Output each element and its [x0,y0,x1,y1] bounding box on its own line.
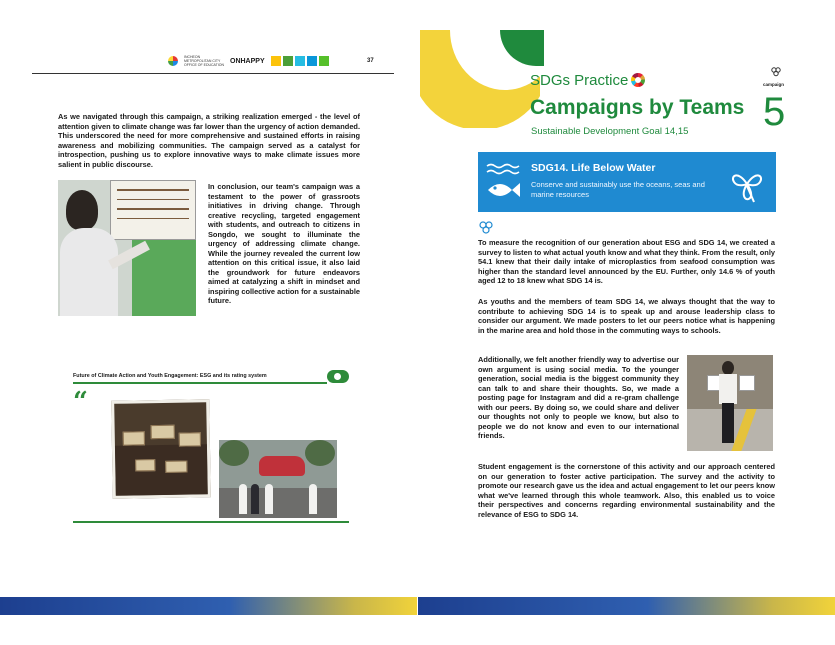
sdg-goal-icon [283,56,293,66]
caption-underline [73,382,327,384]
sdg14-banner [478,152,776,212]
protest-sign [165,461,187,473]
sdg-goal-icon [319,56,329,66]
left-page [0,0,417,645]
student-figure [265,484,273,514]
clover-icon [770,66,782,81]
road [219,488,337,518]
office-name: INCHEON METROPOLITAN CITY OFFICE OF EDUCATION [184,55,224,67]
sdg-goal-icon [307,56,317,66]
student-posters-photo [687,355,773,451]
clover-outline-icon [724,164,770,204]
right-paragraph-3: Additionally, we felt another friendly way to advertise our own argument is using social media. To the younger generation, social media is the biggest community they can talk to and share their thoughts. So, we made a posting page for Instagram and did a re-gram challenge with our peers. By doing so, we could share and deliver our thoughts not only to people we know, but also to people we do not know and even to our international friends. [478,355,679,440]
fish-icon [484,160,522,206]
protest-sign [135,459,155,471]
sdg-wheel-icon [631,73,645,87]
protest-sign [179,432,201,446]
left-paragraph-2: In conclusion, our team's campaign was a testament to the power of grassroots initiatives in driving change. Through creative recycling, targeted engagement with students, and outreach to citizens in Songdo, we sought to illuminate the urgency of addressing climate change. While the journey revealed the current low attention on this critical issue, it also laid the groundwork for future endeavors aimed at catalyzing a shift in mindset and inspiring collective action for a sustainable future. [208,182,360,305]
sdg-box-title: SDG14. Life Below Water [531,162,656,174]
student-figure [251,484,259,514]
student-body [719,374,737,404]
tree [305,440,335,466]
student-body [60,228,118,316]
poster [739,375,755,391]
tree [219,440,249,466]
eye-icon [327,370,349,383]
page-subtitle: Sustainable Development Goal 14,15 [531,126,689,137]
protest-sign [123,431,145,445]
page-title: Campaigns by Teams [530,96,745,119]
right-footer-bar [418,597,835,615]
photo-bottom-rule [73,521,349,523]
left-footer-bar [0,597,417,615]
sdg-goal-icons [271,56,329,66]
right-paragraph-1: To measure the recognition of our generation about ESG and SDG 14, we created a survey to listen to what actual youth know and what they think. From the result, only 54.1 knew that their daily intake of microplastics from seafood consumption was higher than the standard level announced by the EU. Further, only 14.6 % of youth aged 12 to 18 knew what SDG 14 is. [478,238,775,285]
photo-caption: Future of Climate Action and Youth Engagement: ESG and its rating system [73,373,267,379]
student-with-poster-photo [58,180,196,316]
clover-mini-icon [478,220,494,236]
left-paragraph-1: As we navigated through this campaign, a striking realization emerged - the level of attention given to climate change was far lower than the urgency of action demanded. This underscored the need for more comprehensive and sustained efforts in raising awareness and mobilizing communities. The campaign served as a catalyst for introspection, pushing us to explore innovative ways to make climate issues more salient in public discourse. [58,112,360,169]
title-small-text: SDGs Practice [530,72,629,89]
quote-icon: “ [73,387,88,417]
protest-sign [151,425,175,439]
sdg-box-description: Conserve and sustainably use the oceans, seas and marine resources [531,180,705,199]
header-divider [32,73,394,74]
campaign-label: campaign [763,82,785,87]
student-head [66,190,98,230]
street-campaign-photo [219,440,337,518]
whiteboard [110,180,196,240]
crowd [115,444,208,496]
sdg-goal-icon [295,56,305,66]
campaign-number: 5 [763,90,786,134]
office-logo-icon [168,56,178,66]
red-car [259,456,305,476]
page-number: 37 [367,58,374,64]
climate-rally-photo [111,399,211,499]
header-logos [168,55,329,67]
student-head [722,361,734,375]
student-figure [239,484,247,514]
right-paragraph-2: As youths and the members of team SDG 14, we always thought that the way to contribute to achieving SDG 14 is to speak up and arouse leadership class to consider our argument. We made posters to let our peers notice what is happening in the marine area and hold those in the commuting ways to schools. [478,297,775,335]
title-sdgs-practice [530,72,645,89]
onhappy-logo: ONHAPPY [230,57,265,65]
student-figure [309,484,317,514]
right-paragraph-4: Student engagement is the cornerstone of this activity and our approach centered on our generation to foster active participation. The survey and the activity to promote our research gave us the idea and actual engagement to let our peers know what we've learned through this whole teamwork. Also, this enabled us to voice their perspectives and concerns regarding environmental sustainability and the relevance of ESG to SDG 14. [478,462,775,519]
student-legs [722,403,734,443]
sdg-goal-icon [271,56,281,66]
